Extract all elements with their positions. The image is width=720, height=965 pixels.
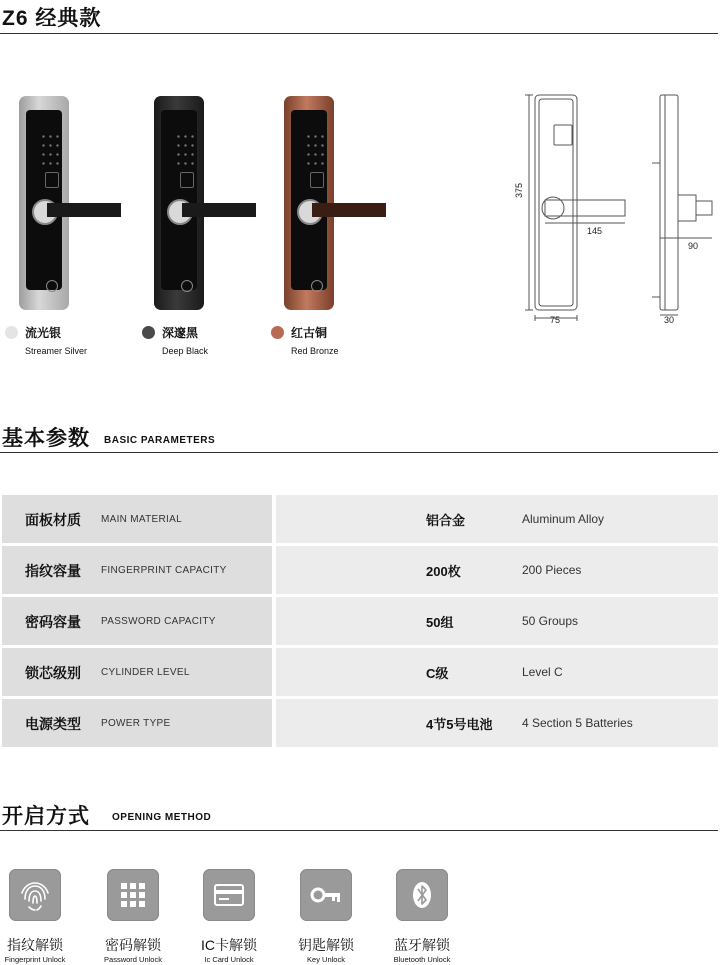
param-row-fingerprint	[2, 546, 718, 594]
param-value-cn: C级	[426, 666, 449, 681]
dim-height: 375	[514, 182, 524, 198]
key-icon	[300, 869, 352, 921]
method-label-en: Ic Card Unlock	[204, 955, 254, 964]
color-name-en: Streamer Silver	[25, 346, 88, 356]
param-value-en: 200 Pieces	[522, 563, 582, 577]
keypad-icon	[107, 869, 159, 921]
param-value-cn: 50组	[426, 615, 454, 630]
method-label-en: Key Unlock	[307, 955, 345, 964]
swatch-bronze	[271, 326, 284, 339]
param-label-en: CYLINDER LEVEL	[101, 667, 190, 678]
lock-image-silver	[19, 96, 69, 310]
color-name-cn: 红古铜	[291, 326, 328, 340]
param-label-en: PASSWORD CAPACITY	[101, 616, 216, 627]
color-name-en: Red Bronze	[291, 346, 339, 356]
swatch-black	[142, 326, 155, 339]
method-label-cn: 钥匙解锁	[298, 937, 354, 953]
bluetooth-icon	[396, 869, 448, 921]
param-row-cylinder	[2, 648, 718, 696]
param-value-en: Level C	[522, 665, 563, 679]
method-label-cn: 密码解锁	[105, 937, 161, 953]
param-label-en: MAIN MATERIAL	[101, 514, 182, 525]
param-value-cn: 4节5号电池	[426, 717, 493, 732]
param-value-cn: 铝合金	[426, 513, 466, 528]
dimension-drawing	[505, 85, 720, 330]
method-label-en: Bluetooth Unlock	[393, 955, 451, 964]
param-value-en: Aluminum Alloy	[522, 512, 605, 526]
lock-image-black	[154, 96, 204, 310]
param-label-en: POWER TYPE	[101, 718, 171, 729]
color-name-cn: 深邃黑	[162, 326, 199, 340]
dim-width: 75	[550, 315, 561, 325]
model-title: Z6 经典款	[2, 7, 102, 30]
param-row-password	[2, 597, 718, 645]
param-value-en: 50 Groups	[522, 614, 579, 628]
color-name-en: Deep Black	[162, 346, 209, 356]
param-label-cn: 密码容量	[25, 614, 81, 630]
opening-title: 开启方式	[2, 805, 90, 828]
method-label-en: Fingerprint Unlock	[4, 955, 66, 964]
method-label-en: Password Unlock	[104, 955, 162, 964]
dim-handle-length: 145	[587, 226, 603, 236]
parameters-subtitle: BASIC PARAMETERS	[104, 435, 216, 446]
param-value-en: 4 Section 5 Batteries	[522, 716, 633, 730]
color-name-cn: 流光银	[25, 326, 62, 340]
param-label-cn: 锁芯级别	[25, 665, 81, 681]
param-row-power	[2, 699, 718, 747]
opening-divider	[0, 830, 718, 831]
opening-subtitle: OPENING METHOD	[112, 812, 212, 823]
lock-image-bronze	[284, 96, 334, 310]
card-icon	[203, 869, 255, 921]
dim-handle-depth: 90	[688, 241, 699, 251]
param-label-cn: 指纹容量	[25, 563, 81, 579]
fingerprint-icon	[9, 869, 61, 921]
param-label-en: FINGERPRINT CAPACITY	[101, 565, 227, 576]
param-label-cn: 电源类型	[25, 716, 81, 732]
method-label-cn: 蓝牙解锁	[394, 937, 450, 953]
method-label-cn: 指纹解锁	[7, 937, 63, 953]
parameters-title: 基本参数	[2, 427, 90, 450]
param-label-cn: 面板材质	[25, 512, 81, 528]
swatch-silver	[5, 326, 18, 339]
method-label-cn: IC卡解锁	[201, 937, 257, 953]
param-value-cn: 200枚	[426, 564, 461, 579]
parameters-divider	[0, 452, 718, 453]
dim-depth: 30	[664, 315, 675, 325]
param-row-material	[2, 495, 718, 543]
header-divider	[0, 33, 718, 34]
